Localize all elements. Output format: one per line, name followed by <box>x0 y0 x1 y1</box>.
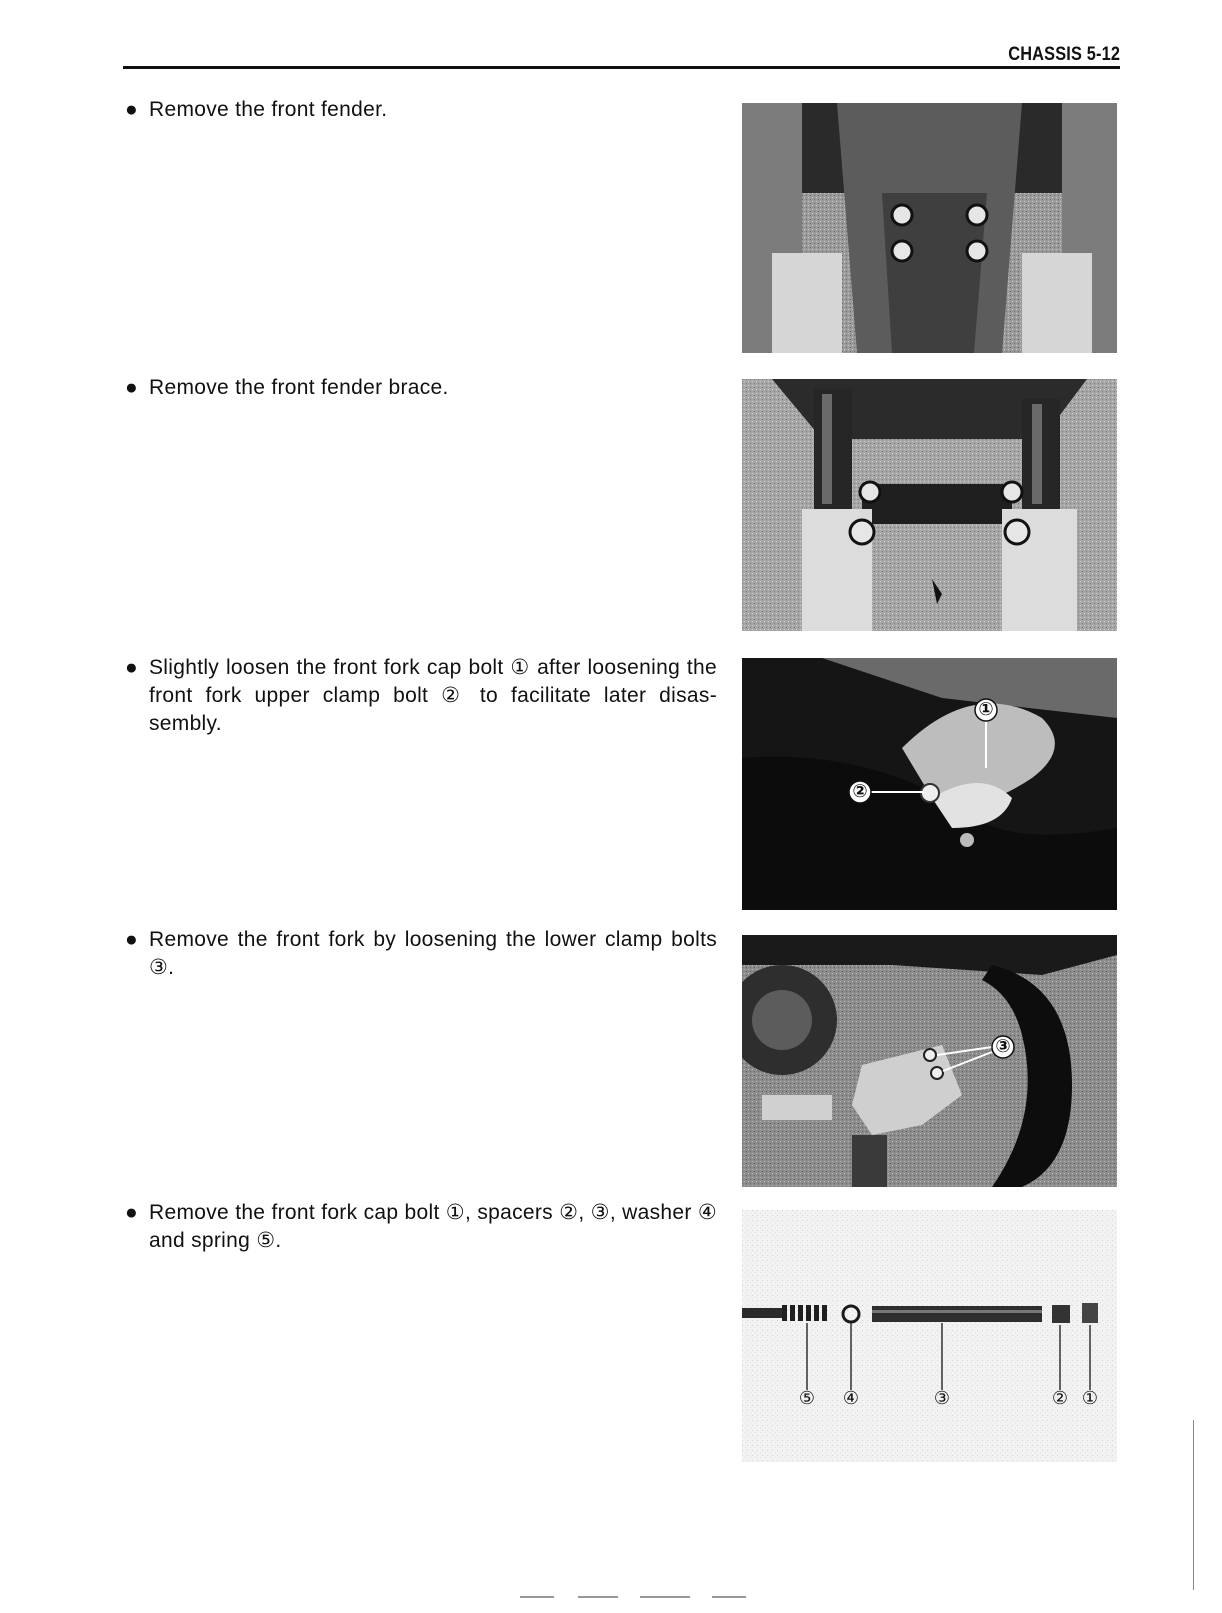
step-4 <box>125 926 717 982</box>
scan-mark <box>578 1596 618 1598</box>
fender-brace-photo <box>742 379 1117 631</box>
header-rule <box>123 66 1120 69</box>
bullet-icon: ● <box>125 98 138 121</box>
step-5 <box>125 1199 717 1255</box>
bullet-icon: ● <box>125 928 138 951</box>
fork-cap-bolt-photo <box>742 658 1117 910</box>
callout-2: ② <box>852 781 868 802</box>
bullet-icon: ● <box>125 1201 138 1224</box>
callout-4: ④ <box>842 1388 860 1409</box>
bullet-icon: ● <box>125 376 138 399</box>
bullet-icon: ● <box>125 656 138 679</box>
step-2 <box>125 374 717 402</box>
scan-edge-mark <box>1193 1420 1194 1590</box>
step-1-text: Remove the front fender. <box>149 98 388 121</box>
step-5-text: Remove the front fork cap bolt ①, spacers ②, ③, washer ④ and spring ⑤. <box>149 1201 717 1252</box>
fork-parts-photo <box>742 1210 1117 1462</box>
step-3 <box>125 654 717 738</box>
callout-3: ③ <box>995 1036 1011 1057</box>
front-fender-photo <box>742 103 1117 353</box>
scan-mark <box>640 1596 690 1598</box>
callout-2: ② <box>1051 1388 1069 1409</box>
step-1 <box>125 96 717 124</box>
step-3-text: Slightly loosen the front fork cap bolt ① after loosening the front fork upper clamp bolt ② to facilitate later disas-sembly. <box>149 656 717 735</box>
callout-5: ⑤ <box>798 1388 816 1409</box>
scan-mark <box>520 1596 554 1598</box>
step-4-text: Remove the front fork by loosening the lower clamp bolts ③. <box>149 928 717 979</box>
callout-1: ① <box>1081 1388 1099 1409</box>
scan-mark <box>712 1596 746 1598</box>
page-header-title: CHASSIS 5-12 <box>1008 44 1120 65</box>
callout-3: ③ <box>933 1388 951 1409</box>
callout-1: ① <box>978 699 994 720</box>
step-2-text: Remove the front fender brace. <box>149 376 449 399</box>
lower-clamp-photo <box>742 935 1117 1187</box>
